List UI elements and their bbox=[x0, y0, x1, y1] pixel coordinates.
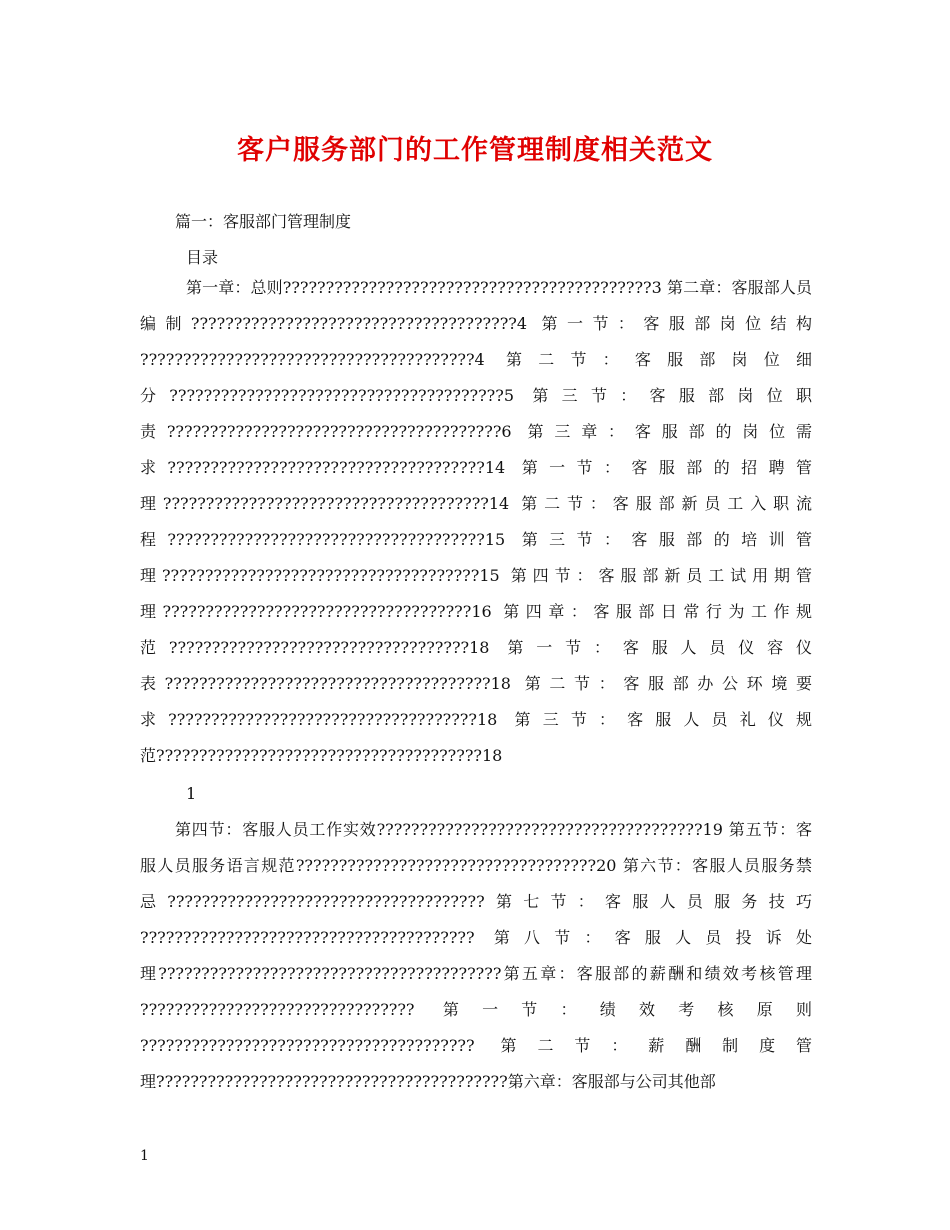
toc-paragraph: 第四节：客服人员工作实效??????????????????????????????????????19 第五节：客服人员服务语言规范???????????????????????????????????20 第六节：客服人员服务禁忌?????????????????????????????????????第七节：客服人员服务技巧 ??????????????????????????????????????? 第八节：客服人员投诉处理????????????????????????????????????????第五章：客服部的薪酬和绩效考核管理 ???????????????????????????????? 第一节：绩效考核原则 ??????????????????????????????????????? 第二节：薪酬制度管理?????????????????????????????????????????第六章：客服部与公司其他部 bbox=[140, 820, 812, 1091]
toc-block-2 bbox=[140, 812, 812, 1100]
page-number: 1 bbox=[140, 1148, 149, 1164]
toc-paragraph: 第一章：总则???????????????????????????????????????????3 第二章：客服部人员编制??????????????????????????????????????4 第一节：客服部岗位结构 ???????????????????????????????????????4 第二节：客服部岗位细分???????????????????????????????????????5 第三节：客服部岗位职责???????????????????????????????????????6 第三章：客服部的岗位需求?????????????????????????????????????14 第一节：客服部的招聘管理??????????????????????????????????????14 第二节：客服部新员工入职流程?????????????????????????????????????15 第三节：客服部的培训管理?????????????????????????????????????15 第四节：客服部新员工试用期管理????????????????????????????????????16 第四章：客服部日常行为工作规范???????????????????????????????????18 第一节：客服人员仪容仪表??????????????????????????????????????18 第二节：客服部办公环境要求????????????????????????????????????18 第三节：客服人员礼仪规范??????????????????????????????????????18 bbox=[140, 278, 812, 765]
toc-heading: 目录 bbox=[186, 248, 219, 267]
toc-block-1 bbox=[140, 270, 812, 774]
document-title: 客户服务部门的工作管理制度相关范文 bbox=[237, 135, 713, 166]
section-heading: 篇一：客服部门管理制度 bbox=[175, 212, 352, 231]
inline-page-marker: 1 bbox=[186, 784, 197, 803]
section-heading-block bbox=[140, 204, 812, 240]
inline-page-marker-block bbox=[140, 776, 812, 812]
